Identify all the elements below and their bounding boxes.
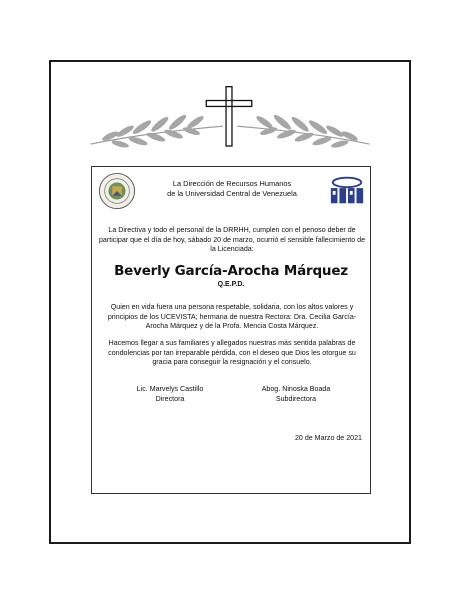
header-line-1: La Dirección de Recursos Humanos xyxy=(172,179,292,188)
deceased-name: Beverly García-Arocha Márquez xyxy=(114,263,348,279)
signature-name: Abog. Ninoska Boada xyxy=(261,385,331,393)
tribute-paragraph: Quien en vida fuera una persona respetable, solidaria, con los altos valores y principios de los UCEVISTA; hermana de nuestra Rectora: Dra. Cecilia García-Arocha Márquez y de la Profa. Mencia Costa Márquez. xyxy=(107,303,357,330)
drrhh-logo-icon xyxy=(328,174,366,206)
ucv-seal-icon xyxy=(98,172,136,210)
cross-icon xyxy=(206,87,251,146)
document-date: 20 de Marzo de 2021 xyxy=(294,434,362,442)
condolence-paragraph: Hacemos llegar a sus familiares y allegados nuestras más sentida palabras de condolencias por tan irreparable pérdida, con el deseo que Dios les otorgue su gracia para conseguir la resignación y el consuelo. xyxy=(108,339,356,366)
signature-name: Lic. Marvelys Castillo xyxy=(136,385,204,393)
obituary-frame xyxy=(49,60,411,544)
signature-role: Directora xyxy=(155,394,185,403)
signature-block-subdirector xyxy=(236,385,356,404)
qepd-label: Q.E.P.D. xyxy=(217,281,245,288)
header-line-2: de la Universidad Central de Venezuela xyxy=(167,189,297,198)
intro-paragraph: La Directiva y todo el personal de la DRRHH, cumplen con el penoso deber de participar que el día de hoy, sábado 20 de marzo, ocurrió el sensible fallecimiento de la Licenciada: xyxy=(98,226,366,253)
signature-role: Subdirectora xyxy=(275,394,317,403)
right-branch-icon xyxy=(237,113,370,149)
card-header xyxy=(138,179,326,199)
signature-block-director xyxy=(110,385,230,404)
left-branch-icon xyxy=(91,113,224,149)
obituary-card xyxy=(91,166,371,494)
